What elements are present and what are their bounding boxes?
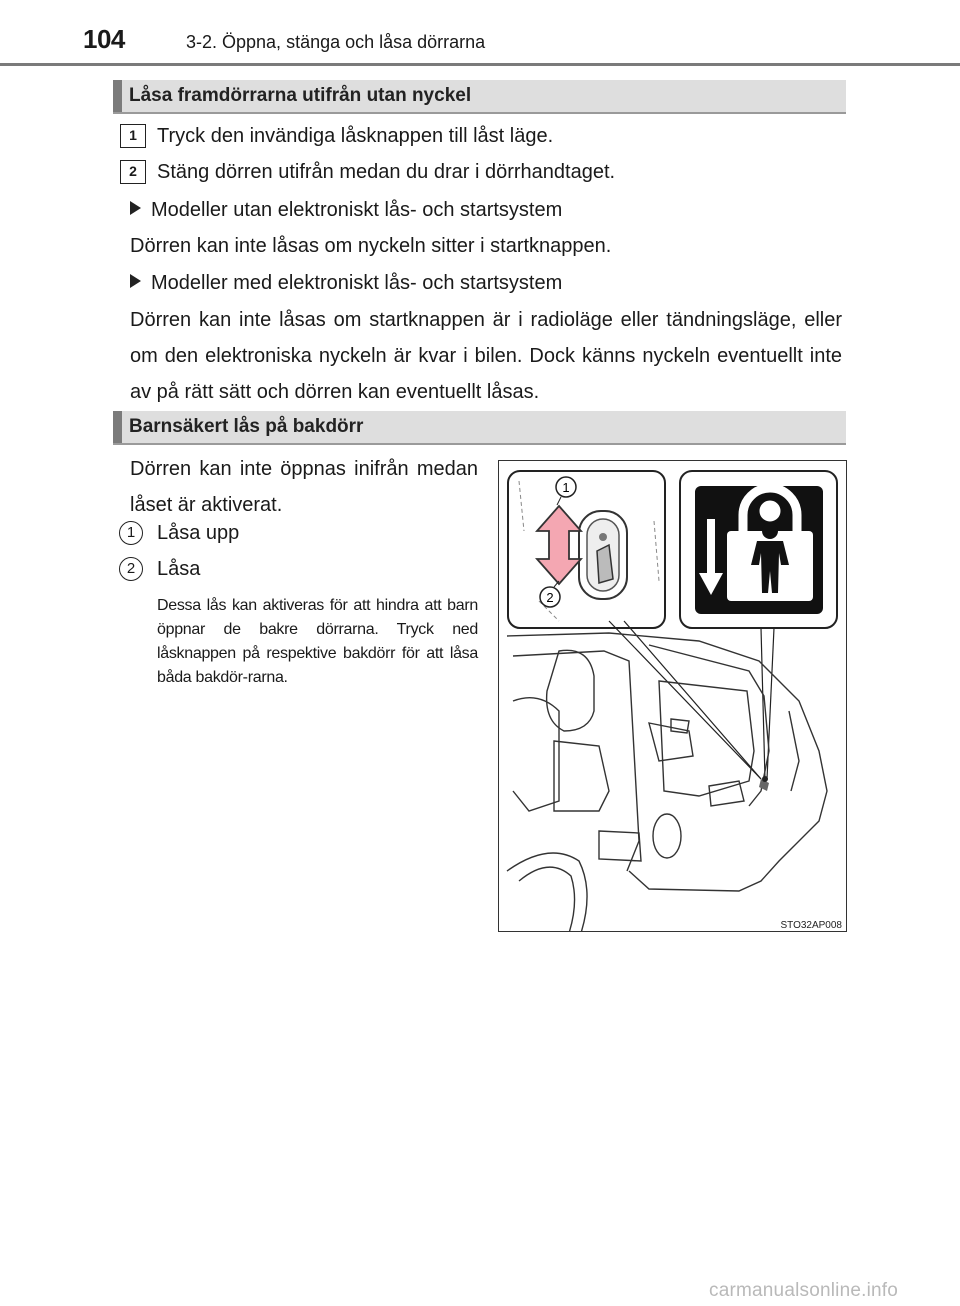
arrow-right-icon	[130, 201, 141, 215]
subsection-heading-text: Modeller utan elektroniskt lås- och startsystem	[151, 199, 563, 221]
section-accent	[113, 80, 122, 112]
subsection-heading-1	[130, 199, 562, 222]
child-lock-intro: Dörren kan inte öppnas inifrån medan låset är aktiverat.	[130, 458, 478, 516]
section-title: Barnsäkert lås på bakdörr	[129, 416, 364, 437]
item-label-unlock: Låsa upp	[157, 522, 240, 544]
step-number-1: 1	[120, 124, 146, 148]
subsection-text-2: Dörren kan inte låsas om startknappen är i radioläge eller tändningsläge, eller om den elektroniska nyckeln är kvar i bilen. Dock känns nyckeln eventuellt inte av på rätt sätt och dörren kan eventuellt låsas.	[130, 309, 842, 403]
chapter-title: 3-2. Öppna, stänga och låsa dörrarna	[186, 32, 486, 52]
watermark: carmanualsonline.info	[709, 1280, 899, 1301]
item-label-lock: Låsa	[157, 558, 201, 580]
page-number: 104	[83, 24, 125, 54]
item-number-2: 2	[119, 557, 143, 581]
section-accent	[113, 411, 122, 443]
child-lock-note: Dessa lås kan aktiveras för att hindra att barn öppnar de bakre dörrarna. Tryck ned låsknappen på respektive bakdörr för att låsa båda bakdör-rarna.	[157, 597, 478, 686]
subsection-heading-text: Modeller med elektroniskt lås- och startsystem	[151, 272, 563, 294]
section-heading-child-lock	[113, 411, 846, 445]
callout-number: 1	[562, 480, 570, 495]
section-heading-lock-front-doors	[113, 80, 846, 114]
subsection-text-1: Dörren kan inte låsas om nyckeln sitter i startknappen.	[130, 235, 612, 257]
figure-code: STO32AP008	[780, 920, 842, 931]
child-lock-figure	[498, 460, 847, 932]
item-number-1: 1	[119, 521, 143, 545]
header-divider	[0, 63, 960, 66]
car-door-illustration	[499, 461, 847, 932]
step-number-2: 2	[120, 160, 146, 184]
arrow-right-icon	[130, 274, 141, 288]
section-title: Låsa framdörrarna utifrån utan nyckel	[129, 85, 472, 106]
step-1-text: Tryck den invändiga låsknappen till låst läge.	[157, 125, 554, 147]
callout-number: 2	[546, 590, 554, 605]
subsection-heading-2	[130, 272, 562, 295]
step-2-text: Stäng dörren utifrån medan du drar i dörrhandtaget.	[157, 161, 616, 183]
